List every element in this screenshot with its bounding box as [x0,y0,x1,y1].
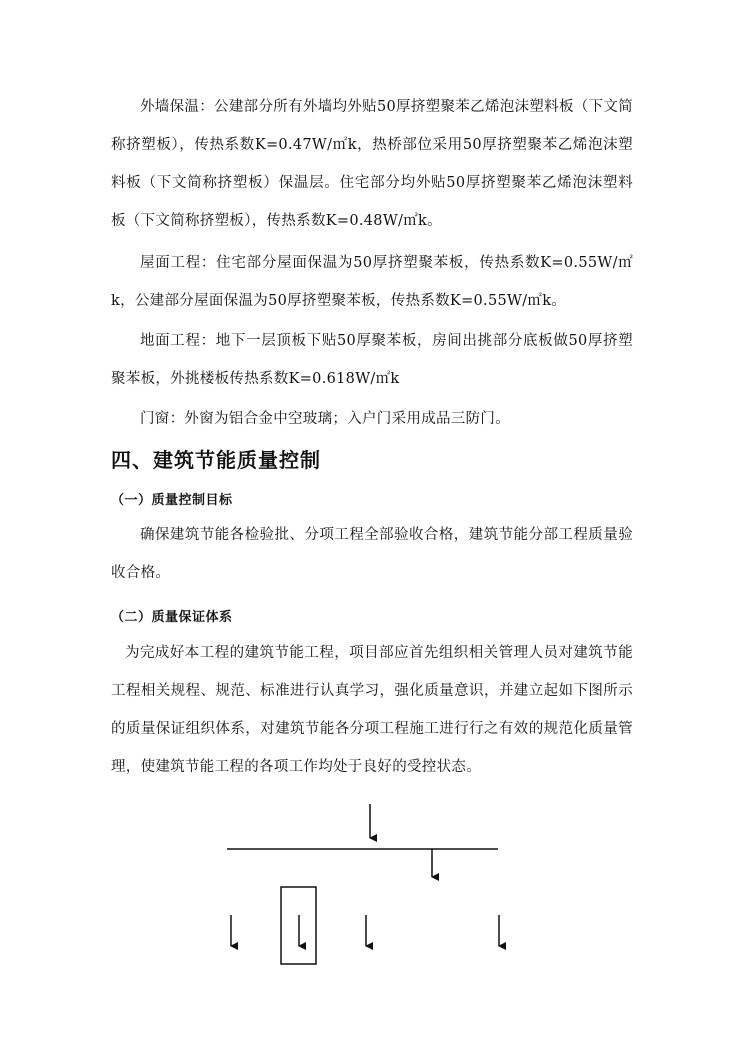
paragraph-goal: 确保建筑节能各检验批、分项工程全部验收合格，建筑节能分部工程质量验收合格。 [111,527,633,581]
section-heading: 四、建筑节能质量控制 [111,448,321,472]
paragraph-exterior-wall: 外墙保温：公建部分所有外墙均外贴50厚挤塑聚苯乙烯泡沫塑料板（下文简称挤塑板），传热系数K=0.47W/㎡k，热桥部位采用50厚挤塑聚苯乙烯泡沫塑料板（下文简称挤塑板）保温层。住宅部分均外贴50厚挤塑聚苯乙烯泡沫塑料板（下文简称挤塑板），传热系数K=0.48W/㎡k。 [111,99,633,229]
paragraph-roof: 屋面工程：住宅部分屋面保温为50厚挤塑聚苯板，传热系数K=0.55W/㎡k，公建部分屋面保温为50厚挤塑聚苯板，传热系数K=0.55W/㎡k。 [111,255,633,309]
paragraph-windows: 门窗：外窗为铝合金中空玻璃；入户门采用成品三防门。 [140,411,510,427]
subsection-heading-system: （二）质量保证体系 [111,610,233,625]
org-box [281,887,316,964]
paragraph-ground: 地面工程：地下一层顶板下贴50厚聚苯板，房间出挑部分底板做50厚挤塑聚苯板，外挑楼板传热系数K=0.618W/㎡k [111,333,633,387]
subsection-heading-goal: （一）质量控制目标 [111,493,233,508]
paragraph-system: 为完成好本工程的建筑节能工程，项目部应首先组织相关管理人员对建筑节能工程相关规程、规范、标准进行认真学习，强化质量意识，并建立起如下图所示的质量保证组织体系，对建筑节能各分项工程施工进行行之有效的规范化质量管理，使建筑节能工程的各项工作均处于良好的受控状态。 [111,645,633,775]
